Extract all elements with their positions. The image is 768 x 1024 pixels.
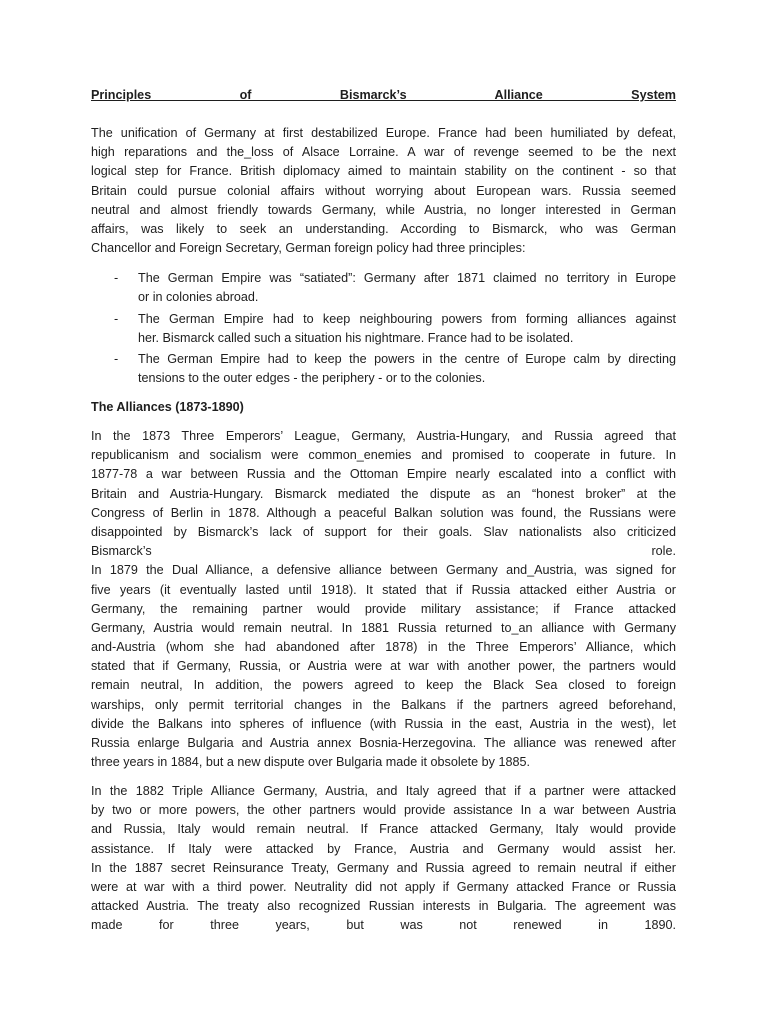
dash-bullet-icon: - — [114, 312, 119, 326]
paragraph-line: In the 1873 Three Emperors’ League, Germany, Austria-Hungary, and Russia agreed that — [91, 429, 676, 443]
paragraph-line: Bismarck’s role. — [91, 544, 676, 559]
triple-alliance-paragraph — [91, 782, 676, 936]
list-item-line: her. Bismarck called such a situation his nightmare. France had to be isolated. — [138, 331, 574, 346]
paragraph-line: by two or more powers, the other partners would provide assistance In a war between Austria — [91, 803, 676, 818]
paragraph-line: remain neutral, In addition, the powers agreed to keep the Black Sea closed to foreign — [91, 678, 676, 693]
alliances-paragraph — [91, 427, 676, 772]
list-item-line: The German Empire had to keep the powers in the centre of Europe calm by directing — [138, 352, 676, 366]
paragraph-line: Russia enlarge Bulgaria and Austria annex Bosnia-Herzegovina. The alliance was renewed after — [91, 736, 676, 750]
paragraph-line: and-Austria (whom she had abandoned after 1878) in the Three Emperors’ Alliance, which — [91, 640, 676, 655]
list-item-line: tensions to the outer edges - the periphery - or to the colonies. — [138, 371, 486, 386]
paragraph-line: affairs, was likely to seek an understanding. According to Bismarck, who was German — [91, 221, 676, 236]
paragraph-line: neutral and almost friendly towards Germany, while Austria, no longer interested in German — [91, 202, 676, 217]
intro-paragraph — [91, 124, 676, 258]
paragraph-line: high reparations and the_loss of Alsace Lorraine. A war of revenge seemed to be the next — [91, 145, 676, 160]
paragraph-line: disappointed by Bismarck’s lack of support for their goals. Slav nationalists also criticized — [91, 524, 676, 539]
paragraph-line: republicanism and socialism were common_enemies and promised to cooperate in future. In — [91, 448, 676, 463]
paragraph-line: In 1879 the Dual Alliance, a defensive alliance between Germany and_Austria, was signed for — [91, 563, 676, 578]
paragraph-line: made for three years, but was not renewed in 1890. — [91, 918, 676, 933]
list-item-line: or in colonies abroad. — [138, 290, 259, 305]
list-item-line: The German Empire was “satiated”: Germany after 1871 claimed no territory in Europe — [138, 271, 676, 285]
paragraph-line: Congress of Berlin in 1878. Although a peaceful Balkan solution was found, the Russians were — [91, 505, 676, 520]
list-item — [91, 310, 676, 348]
paragraph-line: and Russia, Italy would remain neutral. If France attacked Germany, Italy would provide — [91, 822, 676, 837]
paragraph-line: attacked Austria. The treaty also recognized Russian interests in Bulgaria. The agreement was — [91, 899, 676, 914]
paragraph-line: In the 1882 Triple Alliance Germany, Austria, and Italy agreed that if a partner were attacked — [91, 784, 676, 798]
paragraph-line: Germany, the remaining partner would provide military assistance; if France attacked — [91, 601, 676, 616]
paragraph-line: In the 1887 secret Reinsurance Treaty, Germany and Russia agreed to remain neutral if either — [91, 860, 676, 875]
paragraph-line: Britain could pursue colonial affairs without worrying about European wars. Russia seemed — [91, 183, 676, 198]
paragraph-line: 1877-78 a war between Russia and the Ottoman Empire nearly escalated into a conflict with — [91, 467, 676, 482]
paragraph-line: Germany, Austria would remain neutral. In 1881 Russia returned to_an alliance with Germany — [91, 620, 676, 635]
document-title: Principles of Bismarck’s Alliance System — [91, 88, 676, 102]
paragraph-line: logical step for France. British diplomacy aimed to maintain stability on the continent - so that — [91, 164, 676, 179]
section-heading-block — [91, 398, 676, 417]
paragraph-line: five years (it eventually lasted until 1918). It stated that if Russia attacked either Austria or — [91, 582, 676, 597]
paragraph-line: divide the Balkans into spheres of influence (with Russia in the east, Austria in the west), let — [91, 716, 676, 731]
paragraph-line: Britain and Austria-Hungary. Bismarck mediated the dispute as an “honest broker” at the — [91, 486, 676, 501]
paragraph-line: Chancellor and Foreign Secretary, German foreign policy had three principles: — [91, 241, 526, 256]
dash-bullet-icon: - — [114, 352, 119, 366]
paragraph-line: were at war with a third power. Neutrality did not apply if Germany attacked France or Russia — [91, 879, 676, 894]
list-item — [91, 350, 676, 388]
paragraph-line: The unification of Germany at first destabilized Europe. France had been humiliated by defeat, — [91, 126, 676, 140]
paragraph-line: assistance. If Italy were attacked by France, Austria and Germany would assist her. — [91, 841, 676, 856]
paragraph-line: stated that if Germany, Russia, or Austria were at war with another power, the partners would — [91, 659, 676, 674]
document-title-block — [91, 86, 676, 105]
dash-bullet-icon: - — [114, 271, 119, 285]
paragraph-line: warships, only permit territorial changes in the Balkans if the partners agreed beforehand, — [91, 697, 676, 712]
paragraph-line: three years in 1884, but a new dispute over Bulgaria made it obsolete by 1885. — [91, 755, 530, 770]
section-heading: The Alliances (1873-1890) — [91, 400, 244, 414]
list-item-line: The German Empire had to keep neighbouring powers from forming alliances against — [138, 312, 676, 326]
list-item — [91, 269, 676, 307]
